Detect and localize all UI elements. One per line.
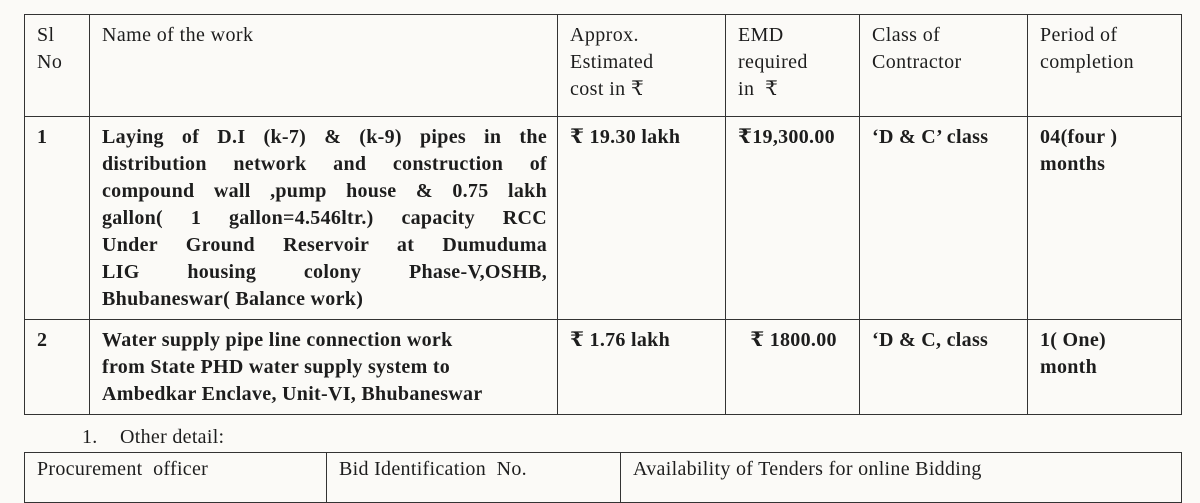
cell-cost: ₹ 1.76 lakh bbox=[558, 320, 726, 415]
period-line: 04(four ) bbox=[1040, 126, 1118, 148]
other-detail-heading bbox=[82, 426, 224, 449]
other-detail-table bbox=[24, 452, 1182, 503]
header-class-line: Contractor bbox=[872, 51, 962, 73]
cell-class: ‘D & C, class bbox=[860, 320, 1028, 415]
work-name-line: Ambedkar Enclave, Unit-VI, Bhubaneswar bbox=[102, 383, 483, 405]
header-cost-line: cost in ₹ bbox=[570, 78, 645, 100]
header-row bbox=[25, 15, 1182, 117]
cell-emd: ₹19,300.00 bbox=[726, 117, 860, 320]
header-bid-identification: Bid Identification No. bbox=[327, 453, 621, 503]
cell-work-name bbox=[90, 320, 558, 415]
work-name-line: compound wall ,pump house & 0.75 lakh bbox=[102, 180, 547, 202]
cell-emd: ₹ 1800.00 bbox=[726, 320, 860, 415]
header-sl bbox=[25, 15, 90, 117]
header-class-line: Class of bbox=[872, 24, 941, 46]
work-name-line: from State PHD water supply system to bbox=[102, 356, 451, 378]
header-emd bbox=[726, 15, 860, 117]
list-number: 1. bbox=[82, 426, 98, 448]
header-cost-line: Approx. bbox=[570, 24, 639, 46]
cell-class: ‘D & C’ class bbox=[860, 117, 1028, 320]
cell-work-name bbox=[90, 117, 558, 320]
header-availability: Availability of Tenders for online Bidding bbox=[621, 453, 1182, 503]
period-line: 1( One) bbox=[1040, 329, 1106, 351]
cell-sl: 1 bbox=[25, 117, 90, 320]
cell-period bbox=[1028, 117, 1182, 320]
work-name-line: Bhubaneswar( Balance work) bbox=[102, 288, 364, 310]
header-sl-line: Sl bbox=[37, 24, 55, 46]
works-table bbox=[24, 14, 1182, 415]
header-name bbox=[90, 15, 558, 117]
header-procurement-officer: Procurement officer bbox=[25, 453, 327, 503]
work-name-line: Under Ground Reservoir at Dumuduma bbox=[102, 234, 547, 256]
header-period bbox=[1028, 15, 1182, 117]
table-row bbox=[25, 117, 1182, 320]
header-name-line: Name of the work bbox=[102, 24, 254, 46]
work-name-line: Laying of D.I (k-7) & (k-9) pipes in the bbox=[102, 126, 547, 148]
header-period-line: Period of bbox=[1040, 24, 1118, 46]
work-name-line: Water supply pipe line connection work bbox=[102, 329, 453, 351]
work-name-line: distribution network and construction of bbox=[102, 153, 547, 175]
header-cost-line: Estimated bbox=[570, 51, 654, 73]
header-emd-line: in ₹ bbox=[738, 78, 779, 100]
period-line: months bbox=[1040, 153, 1106, 175]
header-emd-line: EMD bbox=[738, 24, 784, 46]
cell-period bbox=[1028, 320, 1182, 415]
header-period-line: completion bbox=[1040, 51, 1134, 73]
period-line: month bbox=[1040, 356, 1098, 378]
cell-sl: 2 bbox=[25, 320, 90, 415]
header-emd-line: required bbox=[738, 51, 808, 73]
table-row bbox=[25, 320, 1182, 415]
header-cost bbox=[558, 15, 726, 117]
work-name-line: gallon( 1 gallon=4.546ltr.) capacity RCC bbox=[102, 207, 547, 229]
work-name-line: LIG housing colony Phase-V,OSHB, bbox=[102, 261, 547, 283]
other-detail-header-row bbox=[25, 453, 1182, 503]
cell-cost: ₹ 19.30 lakh bbox=[558, 117, 726, 320]
other-detail-label: Other detail: bbox=[120, 426, 225, 448]
header-class bbox=[860, 15, 1028, 117]
header-sl-line: No bbox=[37, 51, 63, 73]
